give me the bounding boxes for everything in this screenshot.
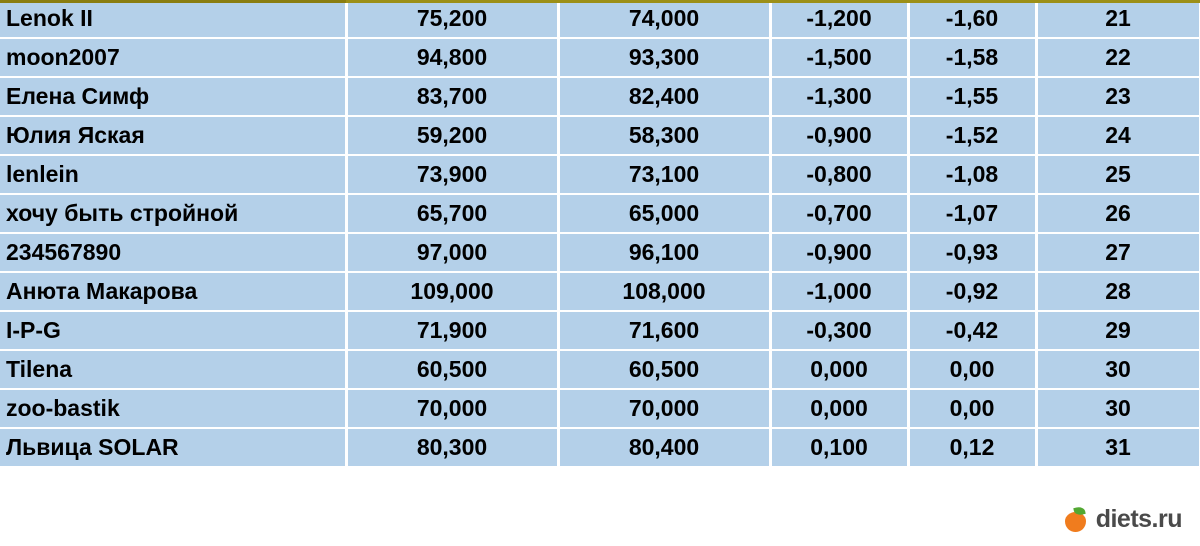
cell-diff-kg: 0,000 bbox=[770, 350, 908, 389]
cell-rank: 24 bbox=[1036, 116, 1200, 155]
cell-name: lenlein bbox=[0, 155, 346, 194]
cell-rank: 23 bbox=[1036, 77, 1200, 116]
cell-start-weight: 73,900 bbox=[346, 155, 558, 194]
table-top-edge-name-column bbox=[0, 0, 346, 3]
table-row[interactable] bbox=[0, 0, 1200, 38]
cell-current-weight: 60,500 bbox=[558, 350, 770, 389]
cell-name: Елена Симф bbox=[0, 77, 346, 116]
cell-rank: 22 bbox=[1036, 38, 1200, 77]
cell-current-weight: 82,400 bbox=[558, 77, 770, 116]
cell-diff-percent: -0,93 bbox=[908, 233, 1036, 272]
cell-diff-percent: 0,00 bbox=[908, 350, 1036, 389]
cell-current-weight: 74,000 bbox=[558, 0, 770, 38]
cell-rank: 29 bbox=[1036, 311, 1200, 350]
cell-name: Lenok II bbox=[0, 0, 346, 38]
table-row[interactable] bbox=[0, 77, 1200, 116]
table-row[interactable] bbox=[0, 389, 1200, 428]
cell-diff-kg: -1,200 bbox=[770, 0, 908, 38]
cell-diff-percent: -1,07 bbox=[908, 194, 1036, 233]
cell-diff-percent: -1,58 bbox=[908, 38, 1036, 77]
cell-diff-percent: 0,00 bbox=[908, 389, 1036, 428]
cell-rank: 27 bbox=[1036, 233, 1200, 272]
cell-start-weight: 97,000 bbox=[346, 233, 558, 272]
cell-name: хочу быть стройной bbox=[0, 194, 346, 233]
apple-icon bbox=[1063, 507, 1089, 533]
cell-start-weight: 83,700 bbox=[346, 77, 558, 116]
table-row[interactable] bbox=[0, 194, 1200, 233]
diets-watermark bbox=[1063, 505, 1182, 534]
cell-current-weight: 70,000 bbox=[558, 389, 770, 428]
cell-rank: 25 bbox=[1036, 155, 1200, 194]
cell-diff-kg: -0,300 bbox=[770, 311, 908, 350]
cell-diff-percent: -1,52 bbox=[908, 116, 1036, 155]
apple-body bbox=[1065, 512, 1086, 532]
cell-current-weight: 71,600 bbox=[558, 311, 770, 350]
cell-start-weight: 70,000 bbox=[346, 389, 558, 428]
cell-current-weight: 93,300 bbox=[558, 38, 770, 77]
table-row[interactable] bbox=[0, 233, 1200, 272]
cell-current-weight: 73,100 bbox=[558, 155, 770, 194]
cell-diff-percent: -1,08 bbox=[908, 155, 1036, 194]
cell-name: Анюта Макарова bbox=[0, 272, 346, 311]
cell-current-weight: 58,300 bbox=[558, 116, 770, 155]
table-row[interactable] bbox=[0, 311, 1200, 350]
watermark-text: diets.ru bbox=[1095, 505, 1182, 533]
cell-name: Львица SOLAR bbox=[0, 428, 346, 467]
cell-diff-kg: -1,000 bbox=[770, 272, 908, 311]
cell-current-weight: 65,000 bbox=[558, 194, 770, 233]
cell-rank: 30 bbox=[1036, 389, 1200, 428]
cell-diff-kg: -0,900 bbox=[770, 116, 908, 155]
cell-diff-kg: -0,800 bbox=[770, 155, 908, 194]
cell-name: Юлия Яская bbox=[0, 116, 346, 155]
cell-name: zoo-bastik bbox=[0, 389, 346, 428]
cell-start-weight: 109,000 bbox=[346, 272, 558, 311]
cell-rank: 30 bbox=[1036, 350, 1200, 389]
cell-name: 234567890 bbox=[0, 233, 346, 272]
cell-name: I-P-G bbox=[0, 311, 346, 350]
table-row[interactable] bbox=[0, 350, 1200, 389]
cell-rank: 26 bbox=[1036, 194, 1200, 233]
cell-diff-kg: 0,000 bbox=[770, 389, 908, 428]
cell-current-weight: 80,400 bbox=[558, 428, 770, 467]
table-top-edge bbox=[0, 0, 1200, 3]
cell-rank: 21 bbox=[1036, 0, 1200, 38]
cell-start-weight: 59,200 bbox=[346, 116, 558, 155]
cell-diff-percent: -1,55 bbox=[908, 77, 1036, 116]
table-row[interactable] bbox=[0, 428, 1200, 467]
cell-diff-percent: -0,92 bbox=[908, 272, 1036, 311]
cell-diff-percent: -0,42 bbox=[908, 311, 1036, 350]
cell-diff-kg: -0,700 bbox=[770, 194, 908, 233]
cell-current-weight: 96,100 bbox=[558, 233, 770, 272]
cell-start-weight: 65,700 bbox=[346, 194, 558, 233]
cell-rank: 31 bbox=[1036, 428, 1200, 467]
table-row[interactable] bbox=[0, 116, 1200, 155]
cell-start-weight: 94,800 bbox=[346, 38, 558, 77]
cell-start-weight: 60,500 bbox=[346, 350, 558, 389]
table-row[interactable] bbox=[0, 272, 1200, 311]
cell-start-weight: 71,900 bbox=[346, 311, 558, 350]
cell-name: moon2007 bbox=[0, 38, 346, 77]
cell-diff-kg: -1,300 bbox=[770, 77, 908, 116]
cell-current-weight: 108,000 bbox=[558, 272, 770, 311]
table-row[interactable] bbox=[0, 38, 1200, 77]
cell-diff-kg: -0,900 bbox=[770, 233, 908, 272]
cell-diff-kg: -1,500 bbox=[770, 38, 908, 77]
table-row[interactable] bbox=[0, 155, 1200, 194]
cell-rank: 28 bbox=[1036, 272, 1200, 311]
cell-diff-percent: -1,60 bbox=[908, 0, 1036, 38]
cell-name: Tilena bbox=[0, 350, 346, 389]
cell-diff-percent: 0,12 bbox=[908, 428, 1036, 467]
cell-start-weight: 75,200 bbox=[346, 0, 558, 38]
cell-start-weight: 80,300 bbox=[346, 428, 558, 467]
cell-diff-kg: 0,100 bbox=[770, 428, 908, 467]
